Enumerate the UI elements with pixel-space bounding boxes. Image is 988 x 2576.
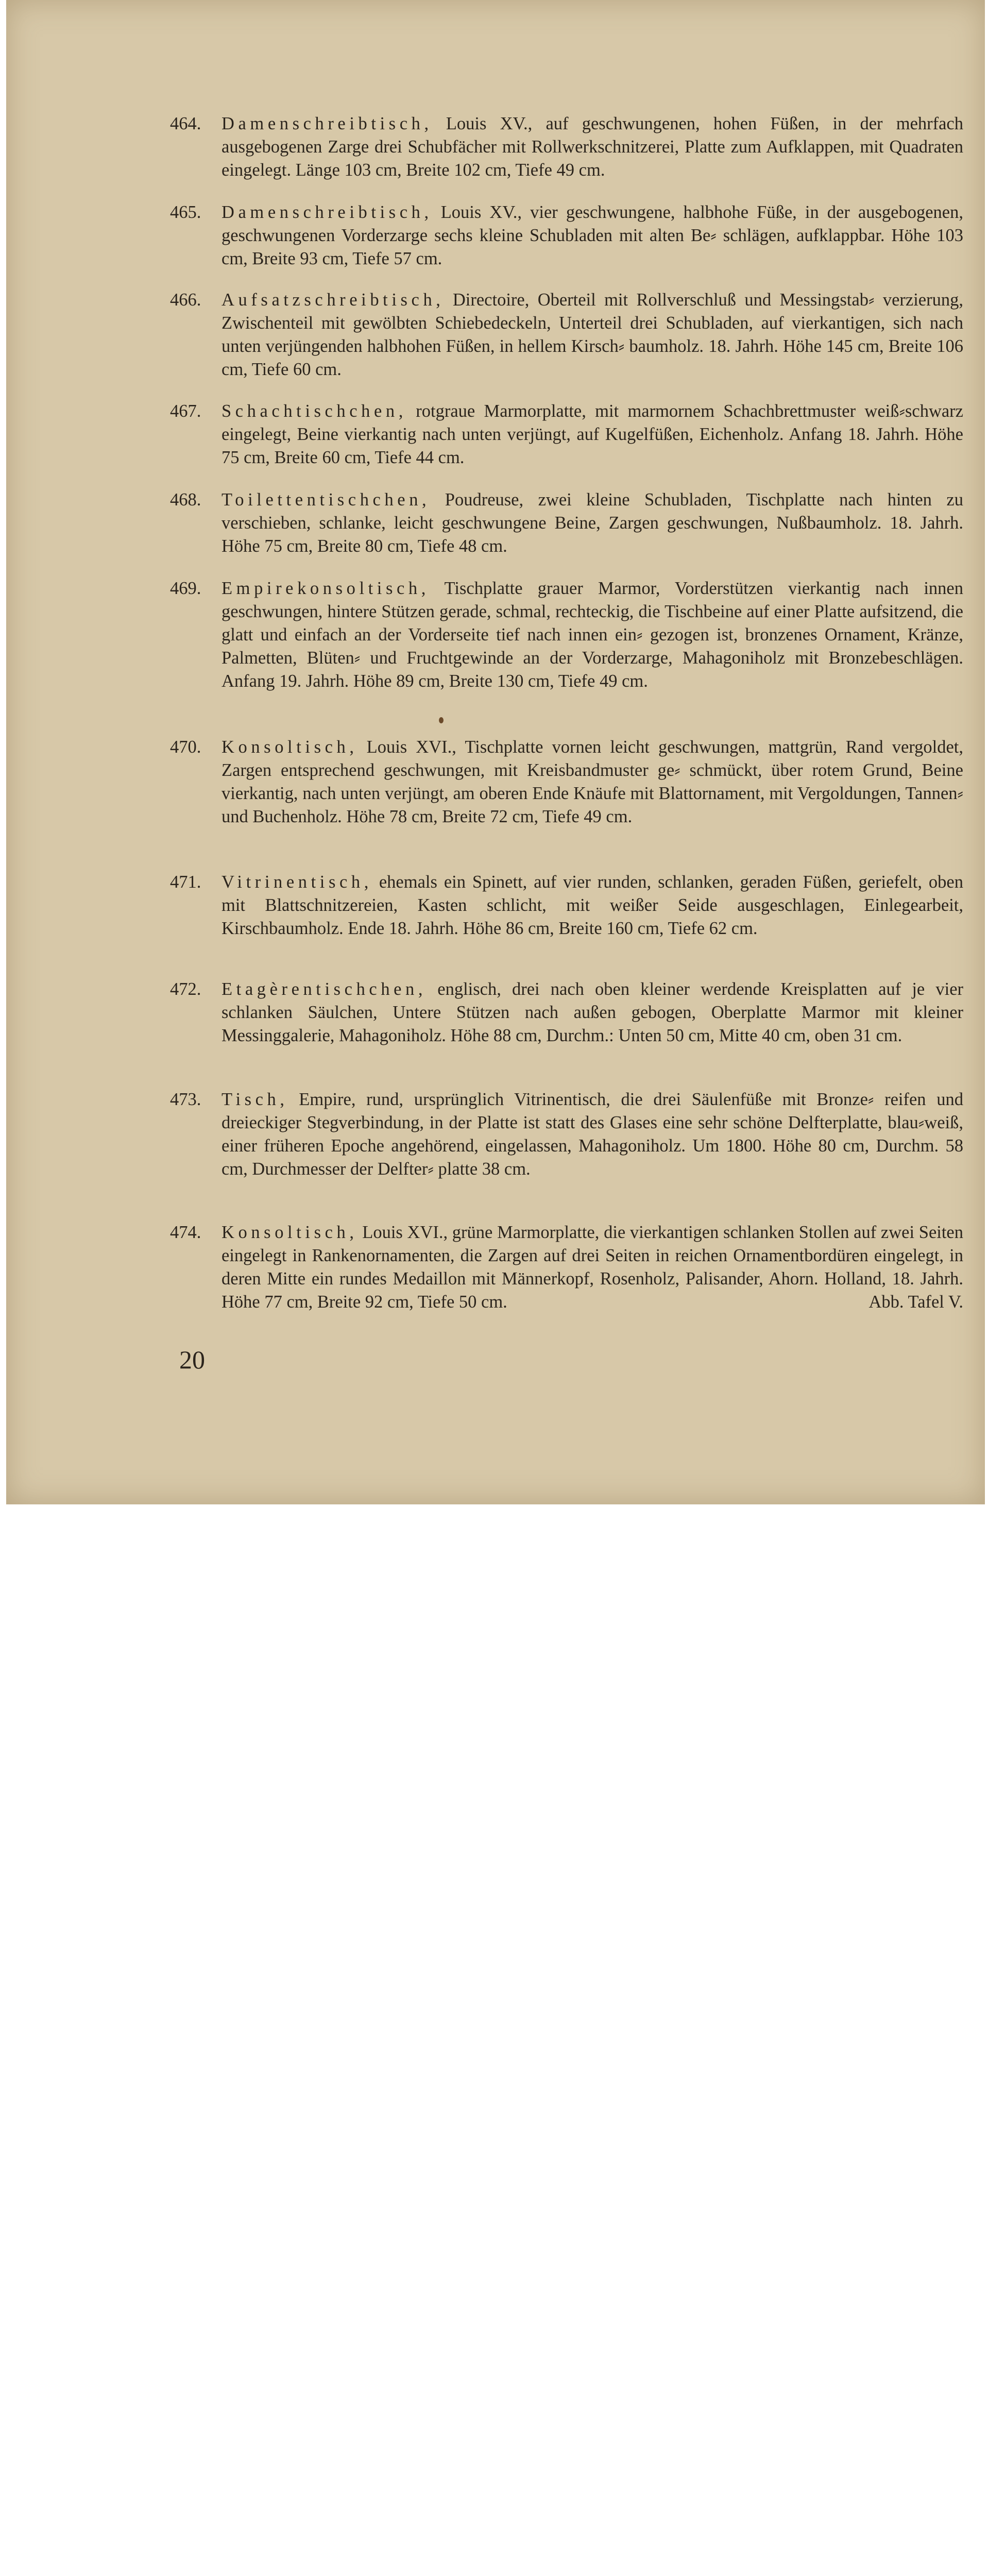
catalogue-entry xyxy=(170,488,963,558)
entry-text: Directoire, Oberteil mit Rollverschluß und Messingstab⸗ verzierung, Zwischenteil mit gewölbten Schiebedeckeln, Unterteil drei Schubladen, auf vierkantigen, sich nach unten verjüngenden halbhohen Füßen, in hellem Kirsch⸗ baumholz. 18. Jahrh. Höhe 145 cm, Breite 106 cm, Tiefe 60 cm. xyxy=(222,290,963,379)
entry-title: Aufsatzschreibtisch, xyxy=(222,290,445,310)
entry-title: Etagèrentischchen, xyxy=(222,979,427,999)
entry-text: Louis XV., auf geschwungenen, hohen Füßen, in der mehrfach ausgebogenen Zarge drei Schubfächer mit Rollwerkschnitzerei, Platte zum Aufklappen, mit Quadraten eingelegt. Länge 103 cm, Breite 102 cm, Tiefe 49 cm. xyxy=(222,114,963,180)
entry-number: 474. xyxy=(170,1223,201,1242)
digitization-footer xyxy=(0,1504,988,1577)
catalogue-entry xyxy=(170,1088,963,1181)
entry-title: Konsoltisch, xyxy=(222,737,358,757)
catalogue-entry xyxy=(170,400,963,469)
entry-number: 465. xyxy=(170,202,201,222)
ink-spot xyxy=(439,717,444,723)
catalogue-entry xyxy=(170,978,963,1047)
entry-number: 469. xyxy=(170,579,201,598)
entry-title: Tisch, xyxy=(222,1090,288,1109)
entry-number: 470. xyxy=(170,737,201,757)
entry-title: Schachtischchen, xyxy=(222,401,407,421)
catalogue-entry xyxy=(170,736,963,828)
catalogue-entry xyxy=(170,201,963,270)
catalogue-entry xyxy=(170,577,963,693)
entry-title: Damenschreibtisch, xyxy=(222,114,433,133)
entry-number: 472. xyxy=(170,979,201,999)
entry-number: 468. xyxy=(170,490,201,510)
entry-number: 471. xyxy=(170,872,201,892)
entry-text: Louis XVI., Tischplatte vornen leicht geschwungen, mattgrün, Rand vergoldet, Zargen entsprechend geschwungen, mit Kreisbandmuster ge⸗ schmückt, über rotem Grund, Beine vierkantig, nach unten verjüngt, am oberen Ende Knäufe mit Blattornament, mit Vergoldungen, Tannen⸗ und Buchenholz. Höhe 78 cm, Breite 72 cm, Tiefe 49 cm. xyxy=(222,737,963,826)
catalogue-entry xyxy=(170,1221,963,1314)
entry-text: Empire, rund, ursprünglich Vitrinentisch, die drei Säulenfüße mit Bronze⸗ reifen und dreieckiger Stegverbindung, in der Platte ist statt des Glases eine sehr schöne Delfterplatte, blau⸗weiß, einer früheren Epoche angehörend, eingelassen, Mahagoniholz. Um 1800. Höhe 80 cm, Durchm. 58 cm, Durchmesser der Delfter⸗ platte 38 cm. xyxy=(222,1090,963,1179)
entry-number: 466. xyxy=(170,290,201,310)
entry-text: Tischplatte grauer Marmor, Vorderstützen vierkantig nach innen geschwungen, hintere Stützen gerade, schmal, rechteckig, die Tischbeine auf einer Platte aufsitzend, die glatt und einfach an der Vorderseite tief nach innen ein⸗ gezogen ist, bronzenes Ornament, Kränze, Palmetten, Blüten⸗ und Fruchtgewinde an der Vorderzarge, Mahagoniholz mit Bronzebeschlägen. Anfang 19. Jahrh. Höhe 89 cm, Breite 130 cm, Tiefe 49 cm. xyxy=(222,579,963,691)
catalogue-entry xyxy=(170,112,963,182)
entry-text: rotgraue Marmorplatte, mit marmornem Schachbrettmuster weiß⸗schwarz eingelegt, Beine vierkantig nach unten verjüngt, auf Kugelfüßen, Eichenholz. Anfang 18. Jahrh. Höhe 75 cm, Breite 60 cm, Tiefe 44 cm. xyxy=(222,401,963,467)
entry-text: englisch, drei nach oben kleiner werdende Kreisplatten auf je vier schlanken Säulchen, Untere Stützen nach außen gebogen, Oberplatte Marmor mit kleiner Messinggalerie, Mahagoniholz. Höhe 88 cm, Durchm.: Unten 50 cm, Mitte 40 cm, oben 31 cm. xyxy=(222,979,963,1045)
catalogue-entry xyxy=(170,289,963,381)
entry-text: Poudreuse, zwei kleine Schubladen, Tischplatte nach hinten zu verschieben, schlanke, leicht geschwungene Beine, Zargen geschwungen, Nußbaumholz. 18. Jahrh. Höhe 75 cm, Breite 80 cm, Tiefe 48 cm. xyxy=(222,490,963,556)
entry-text: ehemals ein Spinett, auf vier runden, schlanken, geraden Füßen, geriefelt, oben mit Blattschnitzereien, Kasten schlicht, mit weißer Seide ausgeschlagen, Einlegearbeit, Kirschbaumholz. Ende 18. Jahrh. Höhe 86 cm, Breite 160 cm, Tiefe 62 cm. xyxy=(222,872,963,938)
entry-number: 473. xyxy=(170,1090,201,1109)
entry-title: Damenschreibtisch, xyxy=(222,202,433,222)
catalogue-entry xyxy=(170,871,963,940)
scanned-page xyxy=(6,0,985,1504)
entry-title: Konsoltisch, xyxy=(222,1223,358,1242)
entry-title: Vitrinentisch, xyxy=(222,872,372,892)
plate-reference: Abb. Tafel V. xyxy=(868,1292,963,1312)
entry-text: Louis XVI., grüne Marmorplatte, die vierkantigen schlanken Stollen auf zwei Seiten eingelegt in Rankenornamenten, die Zargen auf drei Seiten in reichen Ornamentbordüren eingelegt, in deren Mitte ein rundes Medaillon mit Männerkopf, Rosenholz, Palisander, Ahorn. Holland, 18. Jahrh. Höhe 77 cm, Breite 92 cm, Tiefe 50 cm. xyxy=(222,1223,963,1312)
entry-title: Toilettentischchen, xyxy=(222,490,431,510)
entry-title: Empirekonsoltisch, xyxy=(222,579,430,598)
entry-text: Louis XV., vier geschwungene, halbhohe Füße, in der ausgebogenen, geschwungenen Vorderzarge sechs kleine Schubladen mit alten Be⸗ schlägen, aufklappbar. Höhe 103 cm, Breite 93 cm, Tiefe 57 cm. xyxy=(222,202,963,268)
entry-number: 464. xyxy=(170,114,201,133)
entry-number: 467. xyxy=(170,401,201,421)
page-number: 20 xyxy=(179,1345,205,1374)
